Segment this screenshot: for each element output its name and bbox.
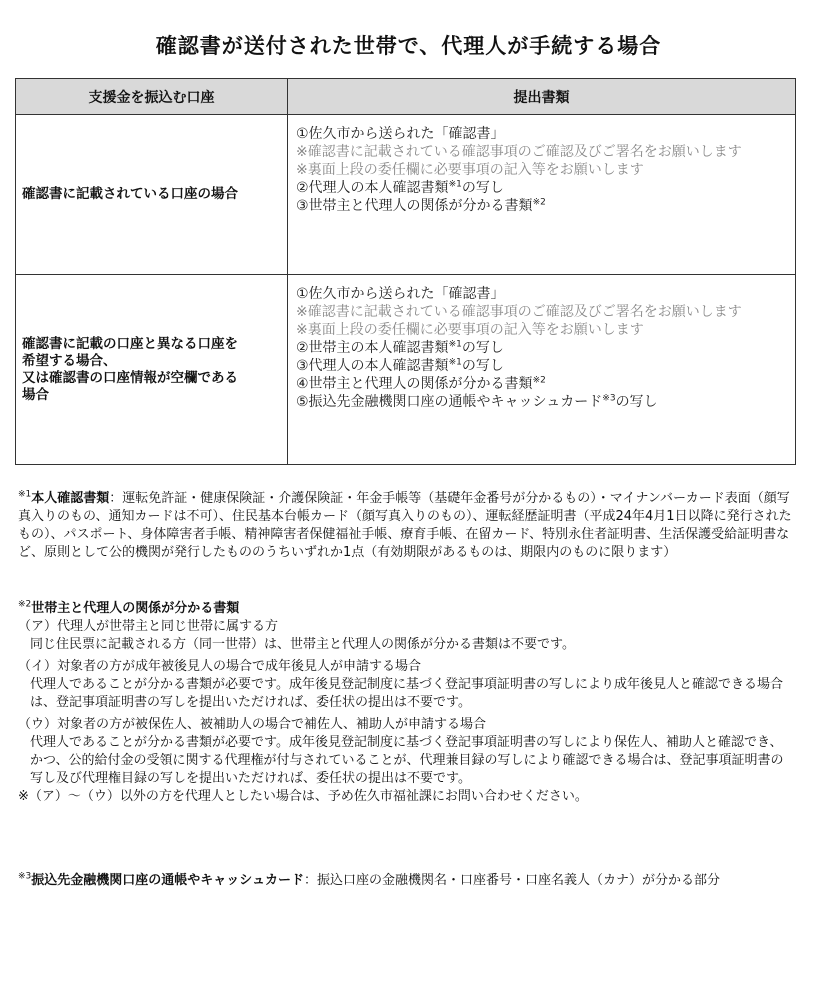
document-text-tail: の写し [461, 358, 504, 374]
document-text-tail: の写し [461, 340, 504, 356]
document-item [296, 179, 789, 197]
document-text: ※確認書に記載されている確認事項のご確認及びご署名をお願いします [296, 144, 742, 160]
note-1-mark: ※1 [18, 489, 32, 500]
header-documents: 提出書類 [288, 79, 796, 115]
document-note [296, 321, 789, 339]
note-2-mark: ※2 [18, 599, 32, 610]
condition-line: 場合 [22, 386, 49, 403]
document-text: ※裏面上段の委任欄に必要事項の記入等をお願いします [296, 162, 644, 178]
account-condition [16, 115, 288, 275]
document-text: ⑤振込先金融機関口座の通帳やキャッシュカード [296, 394, 603, 410]
footnote-ref: ※1 [448, 179, 462, 190]
document-text: ②代理人の本人確認書類 [296, 180, 449, 196]
document-text-tail: の写し [461, 180, 504, 196]
document-item [296, 197, 789, 215]
document-item [296, 393, 789, 411]
footnote-ref: ※1 [448, 339, 462, 350]
document-note [296, 161, 789, 179]
document-item [296, 375, 789, 393]
note-2-a-title: （ア）代理人が世帯主と同じ世帯に属する方 [18, 619, 279, 634]
document-text-tail: の写し [615, 394, 658, 410]
note-2-u-body: 代理人であることが分かる書類が必要です。成年後見登記制度に基づく登記事項証明書の写しにより保佐人、補助人と確認でき、かつ、公的給付金の受領に関する代理権が付与されていることが、代理兼目録の写しにより確認できる場合は、登記事項証明書の写し及び代理権目録の写しを提出いただければ、委任状の提出は不要です。 [30, 735, 784, 786]
condition-line: 確認書に記載されている口座の場合 [22, 186, 238, 202]
note-2-a-body: 同じ住民票に記載される方（同一世帯）は、世帯主と代理人の関係が分かる書類は不要です。 [30, 637, 575, 652]
note-1-heading: 本人確認書類 [31, 491, 110, 506]
condition-line: 確認書に記載の口座と異なる口座を [22, 335, 238, 352]
document-text: ②世帯主の本人確認書類 [296, 340, 449, 356]
footnote-ref: ※2 [532, 375, 546, 386]
document-item [296, 357, 789, 375]
document-text: ①佐久市から送られた「確認書」 [296, 286, 505, 302]
note-2-u-title: （ウ）対象者の方が被保佐人、被補助人の場合で補佐人、補助人が申請する場合 [18, 717, 487, 732]
account-condition [16, 275, 288, 465]
note-1-body: ：運転免許証・健康保険証・介護保険証・年金手帳等（基礎年金番号が分かるもの）・マイナンバーカード表面（顔写真入りのもの、通知カードは不可）、住民基本台帳カード（顔写真入りのもの）、運転経歴証明書（平成24年4月1日以降に発行されたもの）、パスポート、身体障害者手帳、精神障害者保健福祉手帳、療育手帳、在留カード、特別永住者証明書、生活保護受給証明書など、原則として公的機関が発行したもののうちいずれか1点（有効期限があるものは、期限内のものに限ります） [18, 491, 792, 560]
document-text: ※裏面上段の委任欄に必要事項の記入等をお願いします [296, 322, 644, 338]
note-3 [18, 872, 793, 890]
condition-line: 又は確認書の口座情報が空欄である [22, 369, 238, 386]
page-title: 確認書が送付された世帯で、代理人が手続する場合 [155, 34, 662, 58]
note-2 [18, 600, 793, 806]
document-text: ①佐久市から送られた「確認書」 [296, 126, 505, 142]
note-2-i-body: 代理人であることが分かる書類が必要です。成年後見登記制度に基づく登記事項証明書の写しにより成年後見人と確認できる場合は、登記事項証明書の写しを提出いただければ、委任状の提出は不要です。 [30, 677, 783, 710]
document-item [296, 285, 789, 303]
document-text: ③世帯主と代理人の関係が分かる書類 [296, 198, 533, 214]
document-text: ※確認書に記載されている確認事項のご確認及びご署名をお願いします [296, 304, 742, 320]
note-3-body: ：振込口座の金融機関名・口座番号・口座名義人（カナ）が分かる部分 [304, 873, 721, 888]
note-1 [18, 490, 793, 562]
document-note [296, 303, 789, 321]
document-text: ④世帯主と代理人の関係が分かる書類 [296, 376, 533, 392]
note-3-heading: 振込先金融機関口座の通帳やキャッシュカード [31, 873, 305, 888]
document-item [296, 125, 789, 143]
note-2-other: ※（ア）～（ウ）以外の方を代理人としたい場合は、予め佐久市福祉課にお問い合わせください。 [18, 789, 588, 804]
table-header-row [16, 79, 796, 115]
table-row [16, 115, 796, 275]
condition-line: 希望する場合、 [22, 352, 117, 369]
footnote-ref: ※3 [602, 393, 616, 404]
documents-table [15, 78, 796, 465]
note-2-heading: 世帯主と代理人の関係が分かる書類 [31, 601, 240, 616]
footnote-ref: ※1 [448, 357, 462, 368]
table-row [16, 275, 796, 465]
required-documents [288, 115, 796, 275]
header-account: 支援金を振込む口座 [16, 79, 288, 115]
document-item [296, 339, 789, 357]
note-3-mark: ※3 [18, 871, 32, 882]
required-documents [288, 275, 796, 465]
document-note [296, 143, 789, 161]
note-2-i-title: （イ）対象者の方が成年被後見人の場合で成年後見人が申請する場合 [18, 659, 422, 674]
footnote-ref: ※2 [532, 197, 546, 208]
document-text: ③代理人の本人確認書類 [296, 358, 449, 374]
